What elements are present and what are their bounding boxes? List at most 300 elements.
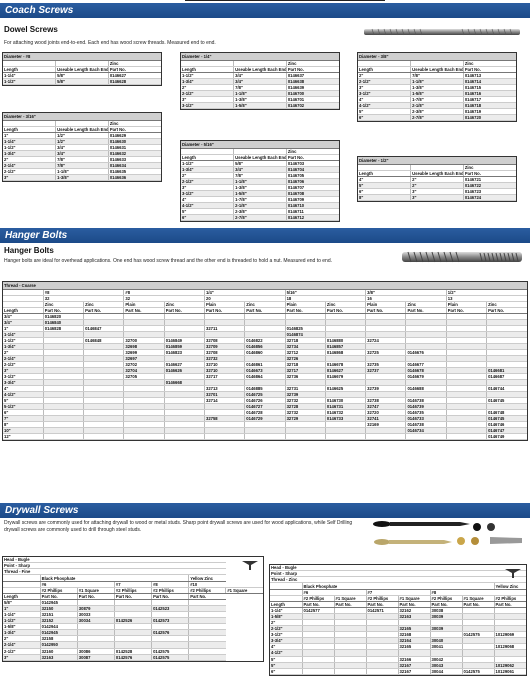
part-number-cell: 1/2"	[56, 138, 109, 144]
part-number-cell: 0146731	[325, 404, 365, 410]
part-number-cell: 0146630	[108, 138, 161, 144]
length-cell: 10"	[3, 428, 43, 434]
part-number-cell	[124, 434, 164, 440]
part-number-cell: 7/8"	[234, 84, 287, 90]
part-number-cell: 32150	[40, 606, 77, 612]
part-number-cell: 1-7/8"	[411, 96, 464, 102]
length-cell: 12"	[3, 434, 43, 440]
part-number-cell: 1-5/8"	[411, 90, 464, 96]
part-number-cell: 3/4"	[234, 72, 287, 78]
part-number-cell: 0146723	[463, 188, 516, 194]
part-number-cell: 0146745	[487, 416, 527, 422]
part-number-cell: 5/8"	[56, 78, 109, 84]
part-number-cell: 32169	[366, 422, 406, 428]
length-cell: 1-1/4"	[3, 331, 43, 337]
part-number-cell: 0146733	[406, 416, 446, 422]
table-row	[3, 78, 161, 84]
part-number-cell: 3"	[411, 194, 464, 200]
part-number-cell: 30043	[430, 662, 462, 668]
gauge-header: #10	[189, 582, 263, 588]
part-number-cell: 1-7/8"	[234, 196, 287, 202]
part-number-cell: 0146726	[245, 398, 285, 404]
part-number-cell: 32702	[124, 361, 164, 367]
length-cell: 2-1/2"	[270, 626, 302, 632]
part-number-cell: 2"	[411, 182, 464, 188]
dowel-table-1-4	[180, 52, 340, 110]
part-number-cell: 1/2"	[56, 132, 109, 138]
part-number-cell: 32709	[204, 343, 244, 349]
part-number-cell: 2-1/8"	[234, 202, 287, 208]
part-number-cell: 0146676	[406, 349, 446, 355]
dowel-intro: For attaching wood joints end-to-end. Each end has wood screw threads. Measured end to end.	[4, 40, 216, 46]
part-number-cell: 0146722	[463, 182, 516, 188]
part-number-cell: 0142945	[40, 600, 77, 606]
table-caption: Diameter - 3/16"	[3, 113, 161, 120]
part-number-cell: 0146701	[286, 96, 339, 102]
part-number-cell: 0146626	[164, 367, 204, 373]
col-useable: Useable Length Each End	[235, 154, 287, 160]
head-label: Head - Bugle	[270, 565, 526, 571]
length-cell: 4-1/2"	[358, 102, 411, 108]
col-length: Length	[181, 66, 234, 72]
part-number-cell: 0146739	[406, 404, 446, 410]
drywall-table-fine	[2, 556, 264, 662]
table-caption: Thread - Coarse	[3, 282, 527, 289]
drywall-screws-banner: Drywall Screws	[0, 503, 530, 518]
part-number-cell: 0146715	[463, 84, 516, 90]
diameter-header: 5/16"	[285, 289, 366, 295]
part-number-cell: 7/8"	[56, 162, 109, 168]
part-number-cell	[302, 668, 334, 674]
part-number-cell: 32158	[40, 636, 77, 642]
length-cell: 1-1/2"	[3, 337, 43, 343]
part-number-cell: 0146678	[325, 361, 365, 367]
part-number-cell: 0146625	[325, 386, 365, 392]
part-number-cell: 3/4"	[56, 150, 109, 156]
part-number-cell: 10129061	[494, 668, 526, 674]
part-number-cell: 32165	[398, 626, 430, 632]
gauge-header: #6	[302, 590, 366, 596]
part-number-cell: 0142944	[40, 624, 77, 630]
diameter-header: #8	[124, 289, 205, 295]
col-useable: Useable Length Each End	[412, 66, 464, 72]
part-number-cell: 32741	[366, 416, 406, 422]
part-number-cell: 32736	[285, 373, 325, 379]
length-cell: 2-1/2"	[358, 78, 411, 84]
part-number-cell: 1-1/8"	[411, 78, 464, 84]
part-number-cell: 0142575	[462, 632, 494, 638]
part-number-cell: 0146629	[108, 132, 161, 138]
part-number-cell: 32165	[398, 644, 430, 650]
part-number-cell: 2-3/8"	[411, 108, 464, 114]
length-cell: 3"	[3, 174, 56, 180]
part-number-cell: 1-1/8"	[234, 178, 287, 184]
part-number-cell: 3/4"	[234, 166, 287, 172]
part-number-cell: 1-1/8"	[234, 90, 287, 96]
part-number-cell: 32732	[285, 410, 325, 416]
length-cell: 4-1/2"	[181, 202, 234, 208]
col-part: Part No.	[494, 602, 526, 608]
part-number-cell: 0146744	[487, 386, 527, 392]
col-part: Part No.	[487, 307, 527, 313]
col-part: Part No.	[84, 307, 124, 313]
part-number-cell: 7/8"	[411, 72, 464, 78]
table-caption: Diameter - 1/2"	[358, 157, 516, 164]
part-number-cell: 0146730	[325, 398, 365, 404]
col-length: Length	[181, 154, 234, 160]
drive-header: #1 Square	[77, 588, 114, 594]
part-number-cell: 0146720	[463, 114, 516, 120]
part-number-cell: 32712	[285, 349, 325, 355]
col-part: Part No.	[164, 307, 204, 313]
length-cell: 6"	[358, 114, 411, 120]
part-number-cell: 0146746	[487, 422, 527, 428]
dowel-table-3-16	[2, 112, 162, 182]
col-part: Part No.	[366, 602, 398, 608]
part-number-cell: 0146861	[245, 361, 285, 367]
col-part: Part No.	[462, 602, 494, 608]
length-cell: 5"	[358, 108, 411, 114]
diameter-header: 3/8"	[366, 289, 447, 295]
col-useable: Useable Length Each End	[57, 126, 109, 132]
part-number-cell: 0146710	[286, 202, 339, 208]
part-number-cell: 0146634	[108, 162, 161, 168]
finish-label: Black Phosphate	[40, 575, 189, 582]
part-number-cell: 0146700	[286, 90, 339, 96]
diameter-header: 1/4"	[204, 289, 285, 295]
length-cell: 3-1/2"	[181, 190, 234, 196]
hanger-bolts-banner: Hanger Bolts	[0, 228, 530, 243]
coach-screws-banner: Coach Screws	[0, 3, 530, 18]
col-length: Length	[3, 126, 56, 132]
length-cell: 7"	[3, 416, 43, 422]
col-useable: Useable Length Each End	[412, 170, 464, 176]
part-number-cell: 0146707	[286, 184, 339, 190]
head-label: Head - Bugle	[3, 557, 226, 563]
part-number-cell: 30087	[77, 654, 114, 660]
part-number-cell: 0142571	[366, 608, 398, 614]
part-number-cell: 32724	[366, 337, 406, 343]
part-number-cell: 2-1/8"	[411, 102, 464, 108]
part-number-cell: 0146677	[406, 361, 446, 367]
col-part: Part No.	[430, 602, 462, 608]
gauge-header: #7	[366, 590, 430, 596]
part-number-cell: 0146635	[108, 168, 161, 174]
part-number-cell: 32735	[366, 361, 406, 367]
part-number-cell: 30039	[430, 626, 462, 632]
zinc-label: Zinc	[463, 164, 516, 170]
diameter-header: #8	[43, 289, 124, 295]
length-cell: 4"	[358, 176, 411, 182]
drywall-table-zinc	[269, 564, 527, 676]
drive-header: #1 Square	[226, 588, 263, 594]
tpi-header: 32	[124, 295, 205, 301]
part-number-cell: 32714	[204, 398, 244, 404]
part-number-cell: 30044	[430, 668, 462, 674]
length-cell: 3"	[3, 367, 43, 373]
length-cell: 2-1/4"	[3, 642, 40, 648]
length-cell: 2-1/2"	[3, 648, 40, 654]
col-part: Part No.	[302, 602, 334, 608]
hanger-bolts-title: Hanger Bolts	[4, 246, 54, 255]
table-caption: Diameter - 5/16"	[181, 141, 339, 148]
part-number-cell: 0146729	[245, 416, 285, 422]
part-number-cell: 0146823	[164, 349, 204, 355]
part-number-cell: 2-7/8"	[411, 114, 464, 120]
part-number-cell: 0146860	[245, 349, 285, 355]
part-number-cell: 32738	[366, 398, 406, 404]
part-number-cell: 1-5/8"	[234, 190, 287, 196]
length-cell: 4-1/2"	[3, 392, 43, 398]
part-number-cell: 0146702	[286, 102, 339, 108]
part-number-cell: 32718	[285, 337, 325, 343]
col-length: Length	[3, 66, 56, 72]
length-cell: 1-1/2"	[181, 72, 234, 78]
part-number-cell: 0146856	[245, 343, 285, 349]
col-length: Length	[358, 66, 411, 72]
length-cell: 5/8"	[3, 600, 40, 606]
part-number-cell: 32734	[285, 343, 325, 349]
part-number-cell: 0146711	[286, 208, 339, 214]
part-number-cell: 0146859	[164, 343, 204, 349]
part-number-cell: 0142575	[152, 648, 189, 654]
part-number-cell: 0146849	[164, 337, 204, 343]
tpi-header: 16	[366, 295, 447, 301]
table-caption: Diameter - 1/4"	[181, 53, 339, 60]
length-cell: 2-1/4"	[3, 355, 43, 361]
part-number-cell: 3/4"	[234, 78, 287, 84]
part-number-cell	[43, 434, 83, 440]
part-number-cell: 2-7/8"	[234, 214, 287, 220]
length-cell: 1-1/4"	[3, 138, 56, 144]
part-number-cell: 32701	[204, 392, 244, 398]
part-number-cell: 32726	[285, 355, 325, 361]
part-number-cell: 32758	[204, 416, 244, 422]
part-number-cell: 0146885	[245, 386, 285, 392]
part-number-cell: 32739	[366, 386, 406, 392]
length-cell: 2-1/2"	[181, 178, 234, 184]
part-number-cell: 0146713	[463, 72, 516, 78]
part-number-cell: 0146857	[325, 343, 365, 349]
zinc-label: Zinc	[108, 60, 161, 66]
length-cell: 4"	[358, 96, 411, 102]
length-cell: 4"	[3, 386, 43, 392]
point-label: Point - Sharp	[270, 571, 526, 577]
length-cell: 3-3/4"	[3, 379, 43, 385]
length-cell: 2"	[270, 620, 302, 626]
part-number-cell: 0146703	[286, 160, 339, 166]
part-number-cell: 32164	[398, 638, 430, 644]
length-cell: 3-1/2"	[358, 90, 411, 96]
part-number-cell: 32747	[366, 404, 406, 410]
length-cell: 1-5/8"	[3, 624, 40, 630]
point-label: Point - Sharp	[3, 563, 226, 569]
part-number-cell: 0146874	[285, 331, 325, 337]
part-number-cell	[164, 434, 204, 440]
table-row	[3, 174, 161, 180]
part-number-cell: 0146724	[463, 194, 516, 200]
drive-header: #2 Phillips	[430, 596, 462, 602]
part-number-cell: 0146679	[406, 373, 446, 379]
part-number-cell: 32163	[40, 654, 77, 660]
part-number-cell: 0146738	[406, 398, 446, 404]
part-number-cell: 0146687	[487, 373, 527, 379]
part-number-cell: 0146749	[487, 434, 527, 440]
length-cell: 5"	[270, 662, 302, 668]
part-number-cell: 30040	[430, 638, 462, 644]
col-part: Part No.	[286, 66, 339, 72]
drive-header: #1 Square	[398, 596, 430, 602]
col-part: Part No.	[463, 170, 516, 176]
part-number-cell: 0146719	[463, 108, 516, 114]
part-number-cell: 0142576	[152, 630, 189, 636]
part-number-cell: 32160	[40, 648, 77, 654]
gauge-header: #6	[40, 582, 114, 588]
part-number-cell: 32717	[204, 373, 244, 379]
col-part: Part No.	[43, 307, 83, 313]
part-number-cell	[84, 434, 124, 440]
part-number-cell: 0146681	[487, 367, 527, 373]
length-cell: 2-1/2"	[3, 361, 43, 367]
part-number-cell: 32717	[285, 367, 325, 373]
col-part: Part No.	[366, 307, 406, 313]
length-cell: 1-1/2"	[3, 144, 56, 150]
zinc-label: Zinc	[286, 148, 339, 154]
dowel-table-3-8	[357, 52, 517, 122]
col-useable: Useable Length Each End	[57, 66, 109, 72]
length-cell: 1"	[3, 132, 56, 138]
finish-header: Plain	[285, 301, 325, 307]
finish-header: Zinc	[487, 301, 527, 307]
part-number-cell: 32720	[366, 410, 406, 416]
tpi-header: 20	[204, 295, 285, 301]
length-cell: 6"	[181, 214, 234, 220]
part-number-cell: 0142576	[114, 654, 151, 660]
zinc-label: Yellow Zinc	[189, 575, 226, 582]
part-number-cell: 0146727	[245, 404, 285, 410]
finish-label: Black Phosphate	[302, 583, 494, 590]
part-number-cell: 0142945	[40, 630, 77, 636]
part-number-cell: 7/8"	[56, 156, 109, 162]
part-number-cell: 0146748	[487, 410, 527, 416]
zinc-label: Yellow Zinc	[494, 583, 526, 590]
finish-header: Zinc	[43, 301, 83, 307]
length-cell: 3/4"	[3, 313, 43, 319]
length-cell: 4"	[181, 196, 234, 202]
drive-header: #2 Phillips	[152, 588, 189, 594]
drive-header: #2 Phillips	[114, 588, 151, 594]
part-number-cell: 0146627	[325, 367, 365, 373]
thread-label: Thread - Zinc	[270, 577, 526, 583]
part-number-cell: 30042	[430, 656, 462, 662]
part-number-cell: 2"	[411, 176, 464, 182]
part-number-cell: 0146716	[463, 90, 516, 96]
tpi-header: 32	[43, 295, 124, 301]
col-part: Part No.	[406, 307, 446, 313]
part-number-cell: 0146728	[245, 410, 285, 416]
part-number-cell: 0146704	[286, 166, 339, 172]
finish-header: Zinc	[406, 301, 446, 307]
col-useable: Useable Length Each End	[235, 66, 287, 72]
part-number-cell	[406, 434, 446, 440]
part-number-cell: 10129069	[494, 632, 526, 638]
part-number-cell: 0142526	[114, 618, 151, 624]
finish-header: Zinc	[164, 301, 204, 307]
length-cell: 5"	[181, 208, 234, 214]
part-number-cell: 32168	[398, 632, 430, 638]
col-part: Part No.	[285, 307, 325, 313]
gauge-header: #8	[152, 582, 189, 588]
part-number-cell: 32728	[285, 404, 325, 410]
part-number-cell: 32697	[124, 355, 164, 361]
length-cell: 1-3/4"	[3, 343, 43, 349]
col-length: Length	[270, 602, 302, 608]
part-number-cell: 0146717	[463, 96, 516, 102]
length-cell: 1-1/2"	[3, 618, 40, 624]
part-number-cell: 0146673	[245, 367, 285, 373]
length-cell: 1-3/4"	[181, 166, 234, 172]
drive-header: #2 Phillips	[366, 596, 398, 602]
part-number-cell: 32737	[366, 367, 406, 373]
length-cell: 5"	[270, 656, 302, 662]
col-part: Part No.	[189, 594, 226, 600]
part-number-cell: 32708	[204, 349, 244, 355]
col-part: Part No.	[245, 307, 285, 313]
length-cell: 2-1/2"	[3, 168, 56, 174]
part-number-cell: 0146820	[43, 313, 83, 319]
part-number-cell: 10129062	[494, 662, 526, 668]
drive-header: #2 Phillips	[494, 596, 526, 602]
part-number-cell: 0146738	[406, 422, 446, 428]
length-cell: 3-1/2"	[270, 632, 302, 638]
col-part: Part No.	[286, 154, 339, 160]
length-cell: 8"	[3, 422, 43, 428]
length-cell: 1-1/4"	[3, 72, 56, 78]
part-number-cell: 0146868	[325, 349, 365, 355]
length-cell: 1"	[3, 606, 40, 612]
part-number-cell: 0146679	[325, 373, 365, 379]
table-caption: Diameter - 3/8"	[358, 53, 516, 60]
part-number-cell: 1-5/8"	[234, 102, 287, 108]
finish-header: Plain	[204, 301, 244, 307]
part-number-cell: 32704	[124, 367, 164, 373]
part-number-cell: 32698	[124, 343, 164, 349]
part-number-cell: 30034	[77, 618, 114, 624]
length-cell: 1-1/2"	[3, 78, 56, 84]
table-row	[358, 194, 516, 200]
drywall-intro: Drywall screws are commonly used for attaching drywall to wood or metal studs. Sharp point drywall screws are used for wood applications, while Self Drilling drywall screws are commonly used to drill through steel studs.	[4, 520, 353, 533]
part-number-cell: 30086	[77, 648, 114, 654]
length-cell: 1-1/4"	[270, 608, 302, 614]
part-number-cell	[245, 434, 285, 440]
length-cell: 1-3/4"	[3, 150, 56, 156]
col-length: Length	[358, 170, 411, 176]
table-row	[3, 434, 527, 440]
part-number-cell: 32708	[204, 337, 244, 343]
part-number-cell: 0142523	[152, 606, 189, 612]
part-number-cell: 32711	[204, 325, 244, 331]
dowel-screws-title: Dowel Screws	[4, 25, 58, 34]
part-number-cell: 0146632	[108, 150, 161, 156]
part-number-cell: 32718	[285, 361, 325, 367]
col-part: Part No.	[114, 594, 151, 600]
part-number-cell: 0146678	[406, 367, 446, 373]
part-number-cell: 1-1/8"	[56, 168, 109, 174]
gauge-header: #7	[114, 582, 151, 588]
part-number-cell	[325, 434, 365, 440]
part-number-cell: 3"	[411, 188, 464, 194]
drive-header: #2 Phillips	[302, 596, 334, 602]
